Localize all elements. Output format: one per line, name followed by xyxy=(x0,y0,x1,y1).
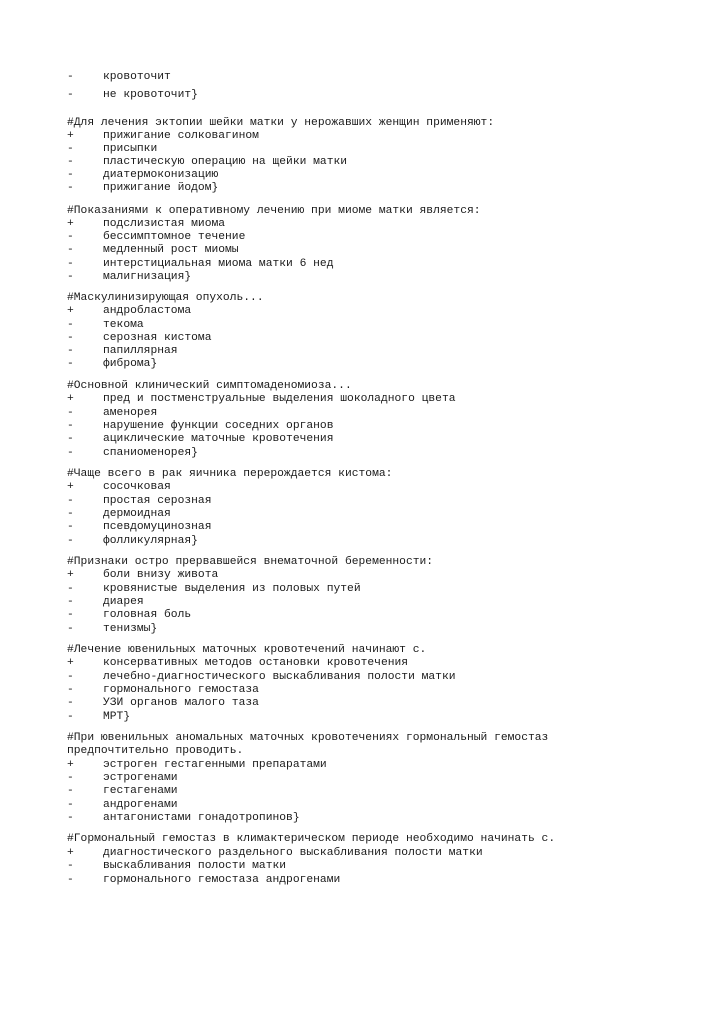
answer-marker: - xyxy=(67,258,74,270)
answer-marker: - xyxy=(67,684,74,696)
answer-line xyxy=(67,608,191,622)
answer-text: фиброма} xyxy=(103,358,158,370)
answer-marker: - xyxy=(67,332,74,344)
answer-marker: - xyxy=(67,860,74,872)
answer-marker: - xyxy=(67,623,74,635)
answer-marker: + xyxy=(67,481,74,493)
answer-line xyxy=(67,230,245,244)
answer-marker: - xyxy=(67,156,74,168)
answer-text: фолликулярная} xyxy=(103,535,198,547)
answer-text: папиллярная xyxy=(103,345,178,357)
answer-marker: - xyxy=(67,535,74,547)
answer-text: диарея xyxy=(103,596,144,608)
answer-text: текома xyxy=(103,319,144,331)
answer-text: эстроген гестагенными препаратами xyxy=(103,759,327,771)
answer-marker: - xyxy=(67,508,74,520)
answer-text: нарушение функции соседних органов xyxy=(103,420,334,432)
answer-text: консервативных методов остановки кровотечения xyxy=(103,657,409,669)
answer-text: псевдомуцинозная xyxy=(103,521,212,533)
answer-marker: - xyxy=(67,772,74,784)
answer-marker: - xyxy=(67,358,74,370)
question-text: #Чаще всего в рак яичника перерождается кистома: xyxy=(67,468,393,480)
answer-text: простая серозная xyxy=(103,495,212,507)
answer-text: антагонистами гонадотропинов} xyxy=(103,812,300,824)
answer-marker: + xyxy=(67,569,74,581)
answer-marker: - xyxy=(67,785,74,797)
question-text: #Лечение ювенильных маточных кровотечений начинают с. xyxy=(67,644,427,656)
answer-text: дермоидная xyxy=(103,508,171,520)
answer-marker: - xyxy=(67,697,74,709)
answer-text: МРТ} xyxy=(103,711,131,723)
answer-line xyxy=(67,344,178,358)
answer-marker: - xyxy=(67,874,74,886)
answer-marker: - xyxy=(67,609,74,621)
answer-text: присыпки xyxy=(103,143,158,155)
answer-text: гестагенами xyxy=(103,785,178,797)
answer-marker: - xyxy=(67,583,74,595)
question-text: #Для лечения эктопии шейки матки у нерожавших женщин применяют: xyxy=(67,117,495,129)
answer-text: ациклические маточные кровотечения xyxy=(103,433,334,445)
answer-line xyxy=(67,758,327,772)
answer-marker: - xyxy=(67,345,74,357)
answer-marker: + xyxy=(67,657,74,669)
answer-text: спаниоменорея} xyxy=(103,447,198,459)
answer-text: не кровоточит} xyxy=(103,89,198,101)
answer-line xyxy=(67,696,259,710)
answer-line xyxy=(67,480,171,494)
answer-line xyxy=(67,181,218,195)
answer-line xyxy=(67,784,178,798)
answer-text: бессимптомное течение xyxy=(103,231,246,243)
answer-text: диагностического раздельного выскабливания полости матки xyxy=(103,847,483,859)
answer-line xyxy=(67,859,286,873)
answer-marker: - xyxy=(67,231,74,243)
answer-line xyxy=(67,798,178,812)
answer-line xyxy=(67,70,171,84)
answer-marker: - xyxy=(67,596,74,608)
answer-line xyxy=(67,257,334,271)
answer-line xyxy=(67,217,225,231)
answer-line xyxy=(67,595,144,609)
answer-text: подслизистая миома xyxy=(103,218,226,230)
answer-text: головная боль xyxy=(103,609,192,621)
answer-marker: - xyxy=(67,71,74,83)
answer-text: андрогенами xyxy=(103,799,178,811)
answer-marker: + xyxy=(67,130,74,142)
answer-text: боли внизу живота xyxy=(103,569,219,581)
answer-text: пред и постменструальные выделения шоколадного цвета xyxy=(103,393,456,405)
answer-marker: - xyxy=(67,244,74,256)
answer-line xyxy=(67,129,259,143)
answer-text: медленный рост миомы xyxy=(103,244,239,256)
answer-text: гормонального гемостаза андрогенами xyxy=(103,874,341,886)
answer-marker: + xyxy=(67,393,74,405)
answer-text: малигнизация} xyxy=(103,271,192,283)
answer-marker: - xyxy=(67,407,74,419)
answer-text: кровоточит xyxy=(103,71,171,83)
answer-text: прижигание солковагином xyxy=(103,130,259,142)
answer-text: УЗИ органов малого таза xyxy=(103,697,259,709)
answer-marker: - xyxy=(67,447,74,459)
answer-line xyxy=(67,670,456,684)
answer-line xyxy=(67,432,334,446)
answer-line xyxy=(67,446,198,460)
answer-line xyxy=(67,304,191,318)
answer-line xyxy=(67,534,198,548)
question-text: #Признаки остро прервавшейся внематочной беременности: xyxy=(67,556,434,568)
answer-text: интерстициальная миома матки 6 нед xyxy=(103,258,334,270)
answer-marker: - xyxy=(67,799,74,811)
answer-marker: - xyxy=(67,89,74,101)
answer-line xyxy=(67,419,334,433)
answer-marker: - xyxy=(67,319,74,331)
answer-marker: - xyxy=(67,420,74,432)
answer-line xyxy=(67,155,347,169)
answer-line xyxy=(67,622,157,636)
answer-line xyxy=(67,494,211,508)
answer-text: сосочковая xyxy=(103,481,171,493)
question-text: #При ювенильных аномальных маточных кровотечениях гормональный гемостаз xyxy=(67,732,549,744)
answer-line xyxy=(67,710,130,724)
question-text: #Показаниями к оперативному лечению при миоме матки является: xyxy=(67,205,481,217)
answer-line xyxy=(67,168,218,182)
answer-line xyxy=(67,318,144,332)
question-text: #Гормональный гемостаз в климактерическом периоде необходимо начинать с. xyxy=(67,833,556,845)
answer-marker: - xyxy=(67,271,74,283)
answer-text: кровянистые выделения из половых путей xyxy=(103,583,361,595)
question-text: #Основной клинический симптомаденомиоза... xyxy=(67,380,352,392)
answer-line xyxy=(67,873,340,887)
answer-line xyxy=(67,392,456,406)
answer-text: эстрогенами xyxy=(103,772,178,784)
answer-text: пластическую операцию на щейки матки xyxy=(103,156,348,168)
answer-line xyxy=(67,243,239,257)
answer-text: лечебно-диагностического выскабливания полости матки xyxy=(103,671,456,683)
answer-marker: - xyxy=(67,143,74,155)
answer-marker: - xyxy=(67,495,74,507)
answer-line xyxy=(67,331,211,345)
answer-marker: - xyxy=(67,711,74,723)
answer-line xyxy=(67,846,483,860)
answer-marker: - xyxy=(67,812,74,824)
answer-text: аменорея xyxy=(103,407,158,419)
answer-marker: - xyxy=(67,671,74,683)
answer-text: серозная кистома xyxy=(103,332,212,344)
answer-line xyxy=(67,811,300,825)
answer-line xyxy=(67,88,198,102)
answer-text: андробластома xyxy=(103,305,192,317)
answer-line xyxy=(67,568,218,582)
answer-line xyxy=(67,520,211,534)
answer-marker: - xyxy=(67,169,74,181)
question-text: #Маскулинизирующая опухоль... xyxy=(67,292,264,304)
answer-text: тенизмы} xyxy=(103,623,158,635)
answer-line xyxy=(67,406,157,420)
answer-line xyxy=(67,582,361,596)
answer-line xyxy=(67,507,171,521)
answer-marker: + xyxy=(67,759,74,771)
question-text-continued: предпочтительно проводить. xyxy=(67,745,244,757)
answer-text: гормонального гемостаза xyxy=(103,684,259,696)
answer-line xyxy=(67,142,157,156)
answer-marker: + xyxy=(67,847,74,859)
answer-line xyxy=(67,270,191,284)
answer-line xyxy=(67,683,259,697)
answer-marker: + xyxy=(67,218,74,230)
answer-text: диатермоконизацию xyxy=(103,169,219,181)
answer-marker: + xyxy=(67,305,74,317)
answer-text: выскабливания полости матки xyxy=(103,860,287,872)
answer-marker: - xyxy=(67,433,74,445)
answer-line xyxy=(67,771,178,785)
answer-line xyxy=(67,656,408,670)
answer-line xyxy=(67,357,157,371)
answer-marker: - xyxy=(67,521,74,533)
answer-text: прижигание йодом} xyxy=(103,182,219,194)
answer-marker: - xyxy=(67,182,74,194)
